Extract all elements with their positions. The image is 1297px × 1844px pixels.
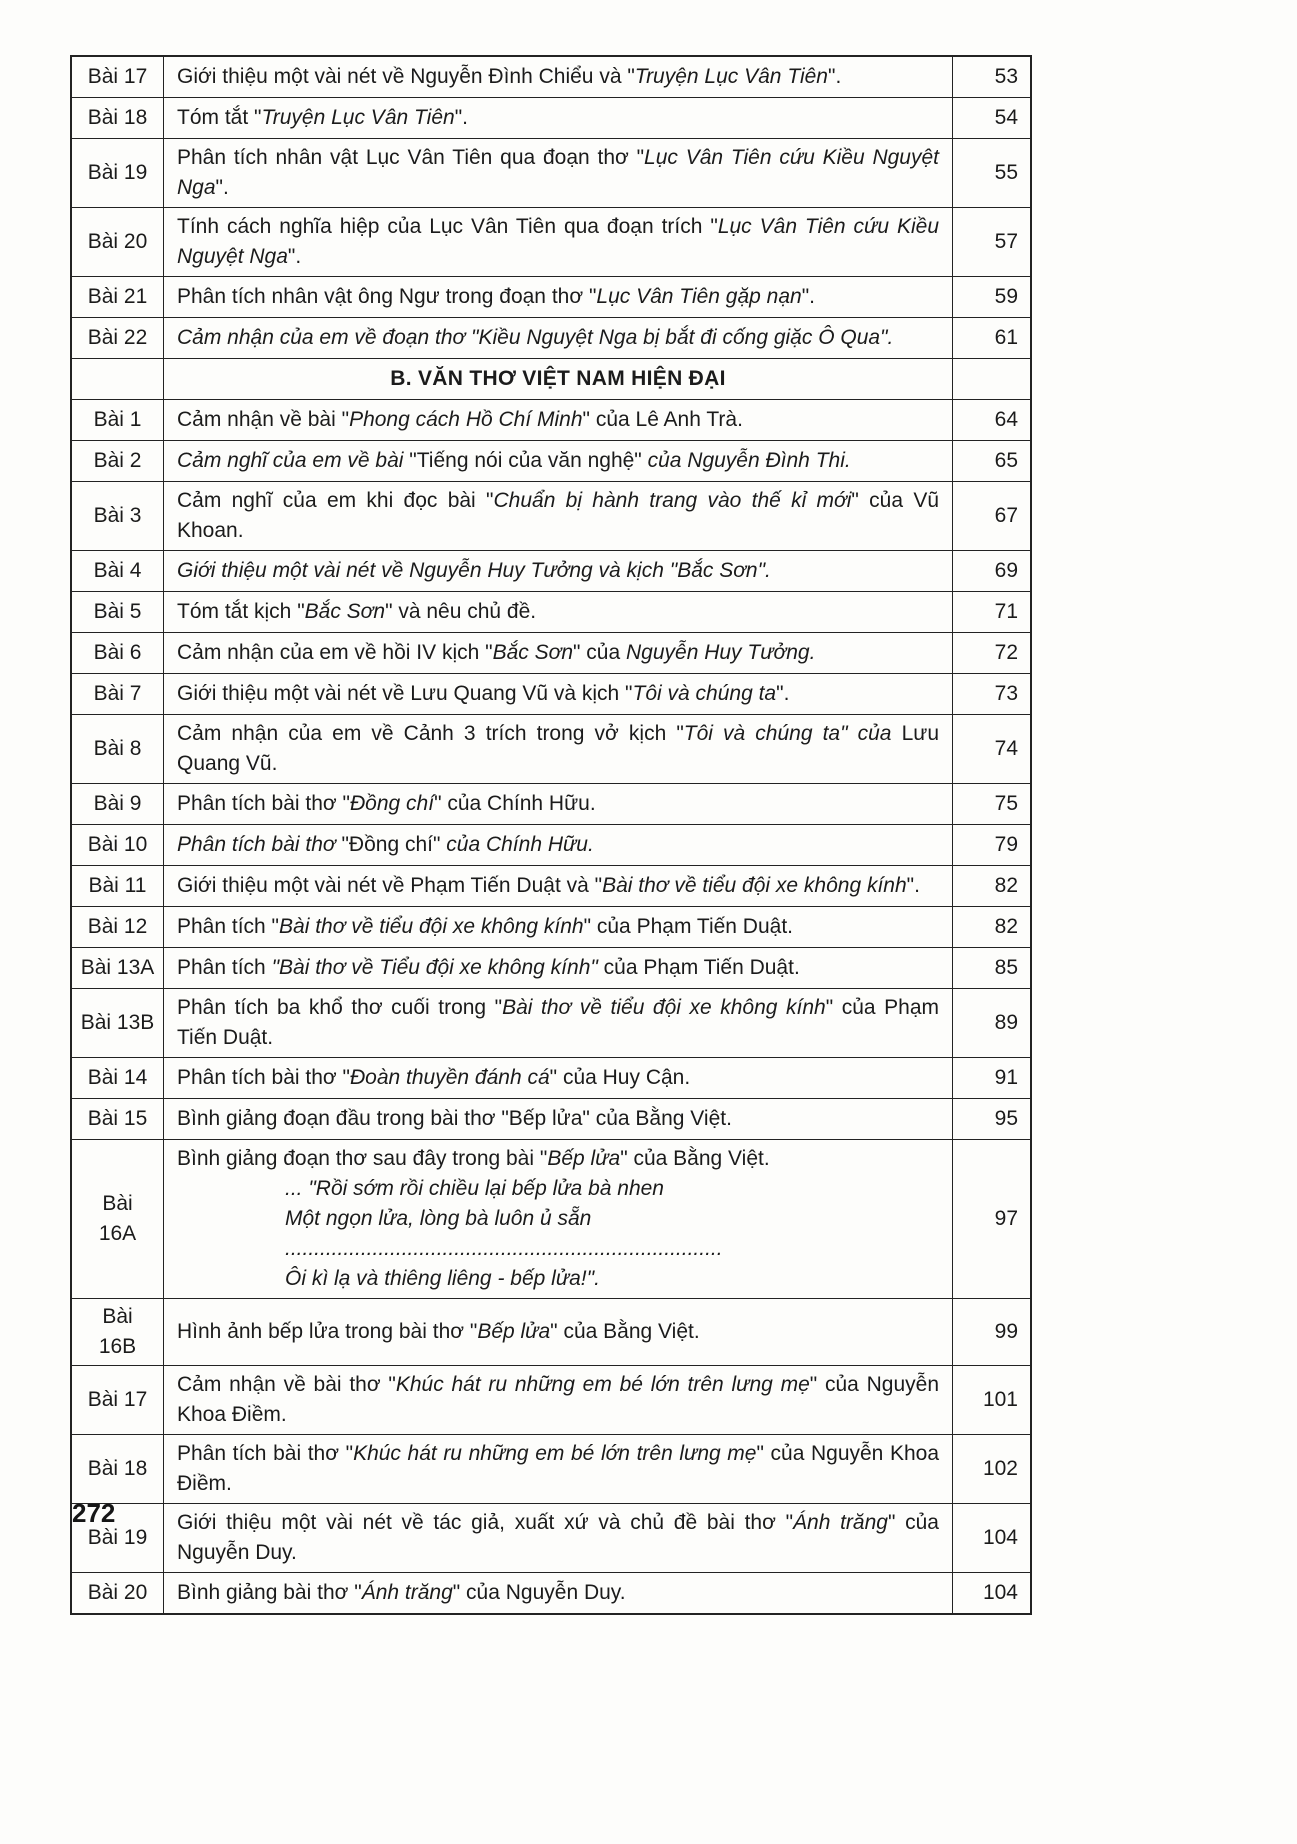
title-line (177, 556, 939, 586)
title-line (177, 446, 939, 476)
title-segment-italic: Đồng chí (350, 792, 435, 815)
title-line (177, 282, 939, 312)
title-cell (164, 825, 952, 865)
title-cell (164, 907, 952, 947)
title-line (177, 1063, 939, 1093)
title-segment-italic: Bắc Sơn (304, 600, 386, 623)
table-row (72, 318, 1030, 359)
title-line (177, 1508, 939, 1568)
page-number-cell: 82 (952, 907, 1030, 947)
title-segment: ". (454, 106, 468, 129)
title-segment: ". (215, 176, 229, 199)
page-number-cell: 54 (952, 98, 1030, 138)
title-segment: " của Bằng Việt. (620, 1147, 770, 1170)
page-number-cell: 95 (952, 1099, 1030, 1139)
title-line (177, 1104, 939, 1134)
title-segment: của Phạm Tiến Duật. (597, 956, 800, 979)
title-cell (164, 948, 952, 988)
title-cell (164, 1299, 952, 1365)
page-number-cell: 101 (952, 1366, 1030, 1434)
lesson-label: Bài 20 (87, 230, 148, 253)
title-segment: " của Bằng Việt. (550, 1320, 700, 1343)
lesson-cell (72, 715, 164, 783)
page-number-cell: 91 (952, 1058, 1030, 1098)
title-cell (164, 139, 952, 207)
page-number-cell: 75 (952, 784, 1030, 824)
title-segment: Hình ảnh bếp lửa trong bài thơ " (177, 1320, 478, 1343)
lesson-label: Bài 12 (87, 915, 148, 938)
lesson-cell (72, 1366, 164, 1434)
title-line (177, 1264, 939, 1294)
page-number-cell: 102 (952, 1435, 1030, 1503)
title-cell (164, 1099, 952, 1139)
title-cell (164, 98, 952, 138)
title-cell (164, 1573, 952, 1613)
title-segment-italic: "Bài thơ về Tiểu đội xe không kính" (271, 956, 598, 979)
lesson-label: Bài 4 (93, 559, 142, 582)
title-segment-italic: Bài thơ về tiểu đội xe không kính (602, 874, 907, 897)
lesson-label: Bài 1 (93, 408, 142, 431)
lesson-cell (72, 208, 164, 276)
section-title: B. VĂN THƠ VIỆT NAM HIỆN ĐẠI (390, 367, 726, 390)
lesson-cell (72, 400, 164, 440)
page-number-cell: 67 (952, 482, 1030, 550)
section-header-row (72, 359, 1030, 400)
title-cell (164, 359, 952, 399)
table-row (72, 441, 1030, 482)
table-row (72, 1504, 1030, 1573)
title-cell (164, 715, 952, 783)
title-segment: " của Vũ Khoan. (177, 489, 940, 542)
title-segment: ". (287, 245, 302, 268)
page-number-cell: 71 (952, 592, 1030, 632)
title-segment-italic: Lục Vân Tiên cứu Kiều Nguyệt Nga (177, 146, 939, 199)
title-segment-italic: Lục Vân Tiên cứu Kiều Nguyệt Nga (177, 215, 940, 268)
table-row (72, 1435, 1030, 1504)
page-number-cell: 104 (952, 1573, 1030, 1613)
lesson-label: Bài (102, 1305, 133, 1328)
title-cell (164, 1058, 952, 1098)
title-segment: Giới thiệu một vài nét về Phạm Tiến Duật và " (177, 874, 603, 897)
title-line (177, 1174, 939, 1204)
title-cell (164, 633, 952, 673)
lesson-label: Bài 19 (87, 161, 148, 184)
title-line (177, 871, 939, 901)
title-line (177, 1317, 939, 1347)
title-cell (164, 441, 952, 481)
title-segment: Cảm nhận về bài " (177, 408, 350, 431)
lesson-cell (72, 592, 164, 632)
title-cell (164, 318, 952, 358)
title-segment-italic: Bếp lửa (547, 1147, 621, 1170)
lesson-cell (72, 1140, 164, 1298)
page-number-cell: 64 (952, 400, 1030, 440)
title-segment-italic: Bài thơ về tiểu đội xe không kính (502, 996, 826, 1019)
title-segment: " của Nguyễn Khoa Điềm. (177, 1373, 940, 1426)
lesson-cell (72, 359, 164, 399)
title-line (177, 638, 939, 668)
lesson-label: Bài 10 (87, 833, 148, 856)
title-line (177, 1234, 939, 1264)
lesson-cell (72, 551, 164, 591)
title-segment: " của Chính Hữu. (434, 792, 596, 815)
table-row (72, 551, 1030, 592)
title-segment-italic: của Chính Hữu. (446, 833, 594, 856)
title-segment: " của Phạm Tiến Duật. (177, 996, 939, 1049)
title-segment: Phân tích nhân vật Lục Vân Tiên qua đoạn thơ " (177, 146, 645, 169)
table-row (72, 989, 1030, 1058)
title-cell (164, 784, 952, 824)
lesson-label: Bài 17 (87, 65, 148, 88)
title-line (177, 719, 939, 779)
title-line (177, 912, 939, 942)
title-segment-italic: Đoàn thuyền đánh cá (350, 1066, 550, 1089)
title-segment: Lưu Quang Vũ. (177, 722, 939, 775)
title-line (177, 143, 939, 203)
lesson-label: Bài 7 (93, 682, 142, 705)
lesson-label: 16B (98, 1335, 137, 1358)
toc-table (70, 55, 1032, 1615)
title-segment-italic: Chuẩn bị hành trang vào thế kỉ mới (493, 489, 852, 512)
lesson-cell (72, 907, 164, 947)
title-cell (164, 277, 952, 317)
table-row (72, 592, 1030, 633)
page-number-cell: 69 (952, 551, 1030, 591)
title-segment: Giới thiệu một vài nét về Nguyễn Đình Chiểu và " (177, 65, 635, 88)
title-segment: ". (801, 285, 816, 308)
lesson-label: Bài 14 (87, 1066, 148, 1089)
title-line (177, 212, 939, 272)
page-number-cell: 82 (952, 866, 1030, 906)
title-segment-italic: Ánh trăng (793, 1511, 888, 1534)
title-line (177, 1578, 939, 1608)
title-segment-italic: Một ngọn lửa, lòng bà luôn ủ sẵn (285, 1207, 592, 1230)
title-cell (164, 866, 952, 906)
lesson-label: Bài 13A (80, 956, 155, 979)
title-segment-italic: ... "Rồi sớm rồi chiều lại bếp lửa bà nhen (285, 1177, 664, 1200)
title-segment: Tóm tắt " (177, 106, 262, 129)
title-segment-italic: Giới thiệu một vài nét về Nguyễn Huy Tưởng và kịch "Bắc Sơn". (177, 559, 771, 582)
page-number-cell: 59 (952, 277, 1030, 317)
lesson-cell (72, 866, 164, 906)
title-segment: Phân tích bài thơ " (177, 1442, 354, 1465)
title-line (177, 1370, 939, 1430)
title-cell (164, 1140, 952, 1298)
page-number-cell: 73 (952, 674, 1030, 714)
title-line (177, 789, 939, 819)
page-number-cell: 89 (952, 989, 1030, 1057)
lesson-cell (72, 1573, 164, 1613)
title-segment-italic: Khúc hát ru những em bé lớn trên lưng mẹ (395, 1373, 810, 1396)
lesson-label: Bài 21 (87, 285, 148, 308)
table-row (72, 277, 1030, 318)
title-segment-italic: Bắc Sơn (492, 641, 574, 664)
title-cell (164, 674, 952, 714)
lesson-cell (72, 989, 164, 1057)
title-segment-italic: Phong cách Hồ Chí Minh (349, 408, 583, 431)
lesson-cell (72, 98, 164, 138)
title-cell (164, 482, 952, 550)
title-segment: Cảm nhận về bài thơ " (177, 1373, 396, 1396)
lesson-cell (72, 482, 164, 550)
title-segment: Phân tích ba khổ thơ cuối trong " (177, 996, 503, 1019)
lesson-label: Bài 11 (88, 874, 147, 897)
title-segment: " của Nguyễn Duy. (452, 1581, 626, 1604)
title-segment: Cảm nhận của em về hồi IV kịch " (177, 641, 493, 664)
page-number-cell: 85 (952, 948, 1030, 988)
title-line (177, 953, 939, 983)
table-row (72, 482, 1030, 551)
lesson-cell (72, 277, 164, 317)
title-segment-italic: Bài thơ về tiểu đội xe không kính (279, 915, 584, 938)
lesson-cell (72, 1299, 164, 1365)
book-page-number: 272 (72, 1498, 116, 1528)
page-number-cell: 65 (952, 441, 1030, 481)
title-segment-italic: Truyện Lục Vân Tiên (634, 65, 828, 88)
title-segment: Bình giảng đoạn đầu trong bài thơ "Bếp lửa" của Bằng Việt. (177, 1107, 732, 1130)
table-row (72, 907, 1030, 948)
table-row (72, 98, 1030, 139)
lesson-cell (72, 139, 164, 207)
lesson-label: Bài 19 (87, 1526, 148, 1549)
lesson-cell (72, 674, 164, 714)
lesson-cell (72, 825, 164, 865)
title-line (177, 993, 939, 1053)
table-row (72, 825, 1030, 866)
lesson-label: Bài 18 (87, 106, 148, 129)
title-segment: ". (906, 874, 920, 897)
title-segment: Cảm nghĩ của em khi đọc bài " (177, 489, 494, 512)
title-segment-italic: Truyện Lục Vân Tiên (261, 106, 455, 129)
page-number-cell: 74 (952, 715, 1030, 783)
title-segment: " của Huy Cận. (549, 1066, 691, 1089)
lesson-cell (72, 633, 164, 673)
title-segment-italic: Ôi kì lạ và thiêng liêng - bếp lửa!". (285, 1267, 600, 1290)
title-segment-italic: của Nguyễn Đình Thi. (647, 449, 851, 472)
title-segment: Giới thiệu một vài nét về Lưu Quang Vũ và kịch " (177, 682, 633, 705)
title-segment: " của Lê Anh Trà. (582, 408, 743, 431)
lesson-label: Bài 3 (93, 504, 142, 527)
lesson-cell (72, 1435, 164, 1503)
title-segment: " của (573, 641, 626, 664)
title-cell (164, 208, 952, 276)
page-number-cell: 72 (952, 633, 1030, 673)
table-row (72, 715, 1030, 784)
title-line (177, 486, 939, 546)
lesson-label: Bài 20 (87, 1581, 148, 1604)
table-row (72, 948, 1030, 989)
lesson-label: Bài 6 (93, 641, 142, 664)
title-segment: ". (776, 682, 790, 705)
page-number-cell: 61 (952, 318, 1030, 358)
title-line (177, 405, 939, 435)
title-cell (164, 57, 952, 97)
title-segment: "Tiếng nói của văn nghệ" (409, 449, 648, 472)
page-number-cell: 57 (952, 208, 1030, 276)
title-line (177, 323, 939, 353)
title-segment: " của Phạm Tiến Duật. (583, 915, 793, 938)
title-segment: Phân tích bài thơ " (177, 792, 350, 815)
title-line (177, 679, 939, 709)
page-number-cell: 53 (952, 57, 1030, 97)
title-cell (164, 400, 952, 440)
lesson-label: Bài 5 (93, 600, 142, 623)
lesson-label: Bài (102, 1192, 133, 1215)
lesson-label: Bài 17 (87, 1388, 148, 1411)
page-number-cell: 104 (952, 1504, 1030, 1572)
table-row (72, 400, 1030, 441)
lesson-cell (72, 784, 164, 824)
table-row (72, 1140, 1030, 1299)
title-line (177, 597, 939, 627)
title-cell (164, 1504, 952, 1572)
table-row (72, 1366, 1030, 1435)
table-row (72, 1299, 1030, 1366)
title-segment: Giới thiệu một vài nét về tác giả, xuất xứ và chủ đề bài thơ " (177, 1511, 794, 1534)
lesson-label: Bài 2 (93, 449, 142, 472)
lesson-cell (72, 57, 164, 97)
title-segment-italic: Bếp lửa (477, 1320, 551, 1343)
title-segment: Phân tích nhân vật ông Ngư trong đoạn thơ " (177, 285, 597, 308)
title-segment: " của Nguyễn Khoa Điềm. (177, 1442, 940, 1495)
title-cell (164, 1435, 952, 1503)
title-segment-italic: Tôi và chúng ta (632, 682, 777, 705)
title-cell (164, 592, 952, 632)
title-line (177, 62, 939, 92)
page-number-cell (952, 359, 1030, 399)
lesson-cell (72, 318, 164, 358)
title-line (177, 830, 939, 860)
title-segment: " của Nguyễn Duy. (177, 1511, 939, 1564)
table-row (72, 674, 1030, 715)
lesson-label: Bài 8 (93, 737, 142, 760)
title-segment-italic: Cảm nghĩ của em về bài (177, 449, 410, 472)
title-segment-italic: Khúc hát ru những em bé lớn trên lưng mẹ (353, 1442, 757, 1465)
title-cell (164, 989, 952, 1057)
table-row (72, 208, 1030, 277)
table-row (72, 1058, 1030, 1099)
table-row (72, 139, 1030, 208)
table-row (72, 1573, 1030, 1613)
title-cell (164, 1366, 952, 1434)
page-number-cell: 99 (952, 1299, 1030, 1365)
table-row (72, 633, 1030, 674)
table-row (72, 784, 1030, 825)
title-segment: Tính cách nghĩa hiệp của Lục Vân Tiên qua đoạn trích " (177, 215, 718, 238)
title-segment: ". (828, 65, 842, 88)
title-segment: Phân tích " (177, 915, 280, 938)
title-segment: " và nêu chủ đề. (385, 600, 537, 623)
title-segment-italic: ........................................................................... (285, 1237, 723, 1260)
title-segment-italic: Phân tích bài thơ (177, 833, 342, 856)
title-line (177, 1204, 939, 1234)
lesson-label: Bài 15 (87, 1107, 148, 1130)
table-row (72, 57, 1030, 98)
lesson-label: 16A (98, 1222, 137, 1245)
title-segment-italic: Tôi và chúng ta" của (683, 722, 892, 745)
title-segment: Phân tích bài thơ " (177, 1066, 350, 1089)
lesson-cell (72, 441, 164, 481)
title-line (177, 103, 939, 133)
lesson-label: Bài 9 (93, 792, 142, 815)
title-segment: Bình giảng bài thơ " (177, 1581, 362, 1604)
table-row (72, 866, 1030, 907)
title-segment: Bình giảng đoạn thơ sau đây trong bài " (177, 1147, 548, 1170)
page-number-cell: 55 (952, 139, 1030, 207)
lesson-label: Bài 18 (87, 1457, 148, 1480)
title-segment: "Đồng chí" (341, 833, 447, 856)
lesson-cell (72, 948, 164, 988)
lesson-label: Bài 13B (80, 1011, 155, 1034)
lesson-cell (72, 1099, 164, 1139)
title-segment: Tóm tắt kịch " (177, 600, 305, 623)
title-segment-italic: Ánh trăng (361, 1581, 453, 1604)
title-segment-italic: Cảm nhận của em về đoạn thơ "Kiều Nguyệt Nga bị bắt đi cống giặc Ô Qua". (177, 326, 894, 349)
lesson-cell (72, 1058, 164, 1098)
lesson-label: Bài 22 (87, 326, 148, 349)
title-line (177, 1144, 939, 1174)
page-number-cell: 97 (952, 1140, 1030, 1298)
table-row (72, 1099, 1030, 1140)
title-segment-italic: Lục Vân Tiên gặp nạn (596, 285, 802, 308)
title-segment: Phân tích (177, 956, 272, 979)
title-cell (164, 551, 952, 591)
title-segment-italic: Nguyễn Huy Tưởng. (626, 641, 816, 664)
title-line (177, 1439, 939, 1499)
title-segment: Cảm nhận của em về Cảnh 3 trích trong vở kịch " (177, 722, 684, 745)
page-number-cell: 79 (952, 825, 1030, 865)
